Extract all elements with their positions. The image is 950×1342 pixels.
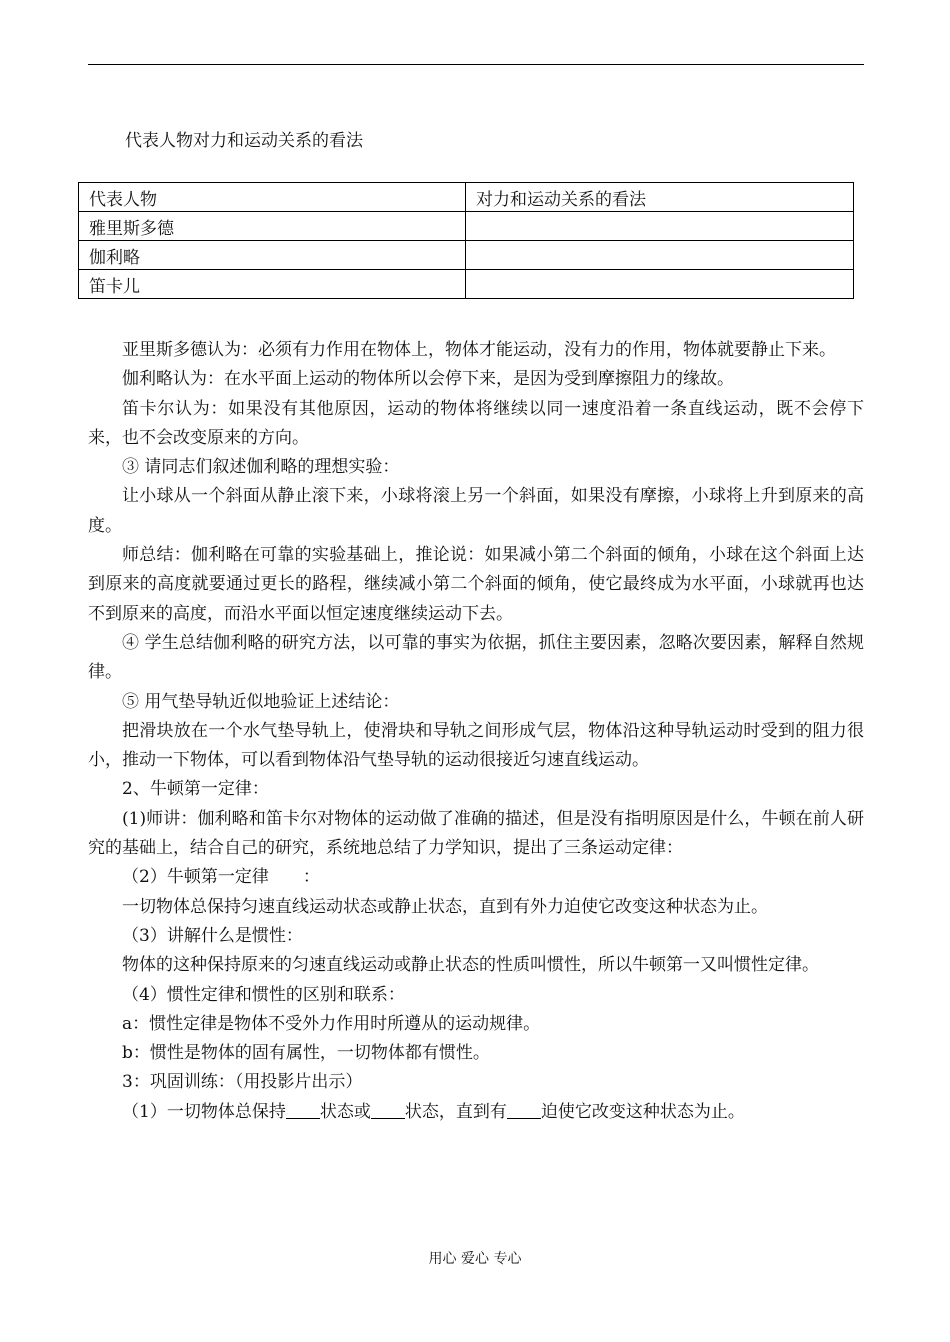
exercise-text: 状态或 [319,1101,371,1122]
body-text [88,336,864,1127]
paragraph: （4）惯性定律和惯性的区别和联系： [122,984,405,1005]
paragraph: （3）讲解什么是惯性： [122,925,303,946]
paragraph: a：惯性定律是物体不受外力作用时所遵从的运动规律。 [122,1013,541,1034]
table-cell [466,270,854,299]
table-cell [466,241,854,270]
paragraph: ④ 学生总结伽利略的研究方法，以可靠的事实为依据，抓住主要因素，忽略次要因素，解释自然规律。 [88,632,864,683]
paragraph: ⑤ 用气垫导轨近似地验证上述结论： [122,691,400,712]
table-row [79,241,854,270]
paragraph: 一切物体总保持匀速直线运动状态或静止状态，直到有外力迫使它改变这种状态为止。 [122,896,768,917]
table-header-cell: 代表人物 [79,183,466,212]
paragraph: 物体的这种保持原来的匀速直线运动或静止状态的性质叫惯性，所以牛顿第一又叫惯性定律。 [122,955,819,976]
paragraph: 伽利略认为：在水平面上运动的物体所以会停下来，是因为受到摩擦阻力的缘故。 [122,369,734,390]
exercise-text: （1）一切物体总保持 [122,1101,286,1122]
answer-blank [371,1101,405,1119]
paragraph: 把滑块放在一个水气垫导轨上，使滑块和导轨之间形成气层，物体沿这种导轨运动时受到的阻力很小，推动一下物体，可以看到物体沿气垫导轨的运动很接近匀速直线运动。 [88,720,864,771]
representatives-table [78,182,854,299]
paragraph: 笛卡尔认为：如果没有其他原因，运动的物体将继续以同一速度沿着一条直线运动，既不会停下来，也不会改变原来的方向。 [88,398,864,448]
exercise-text: 迫使它改变这种状态为止。 [540,1101,745,1122]
table-cell [466,212,854,241]
paragraph: 3：巩固训练：（用投影片出示） [122,1072,363,1093]
answer-blank [507,1101,541,1119]
paragraph: 让小球从一个斜面从静止滚下来，小球将滚上另一个斜面，如果没有摩擦，小球将上升到原来的高度。 [88,486,864,536]
paragraph: （2）牛顿第一定律 ： [122,867,320,888]
paragraph: ③ 请同志们叙述伽利略的理想实验： [122,457,400,478]
page-footer: 用心 爱心 专心 [428,1251,522,1267]
paragraph: 师总结：伽利略在可靠的实验基础上，推论说：如果减小第二个斜面的倾角，小球在这个斜面上达到原来的高度就要通过更长的路程，继续减小第二个斜面的倾角，使它最终成为水平面，小球就再也达不到原来的高度，而沿水平面以恒定速度继续运动下去。 [88,545,864,624]
paragraph: (1)师讲：伽利略和笛卡尔对物体的运动做了准确的描述，但是没有指明原因是什么，牛顿在前人研究的基础上，结合自己的研究，系统地总结了力学知识，提出了三条运动定律： [88,808,864,859]
header-rule [88,64,864,65]
paragraph: 亚里斯多德认为：必须有力作用在物体上，物体才能运动，没有力的作用，物体就要静止下来。 [122,340,836,360]
exercise-text: 状态，直到有 [404,1101,507,1122]
table-row [79,212,854,241]
paragraph: 2、牛顿第一定律： [122,779,269,800]
section-heading: 代表人物对力和运动关系的看法 [125,131,363,151]
exercise-item [88,1098,864,1127]
table-cell: 伽利略 [79,241,466,270]
answer-blank [286,1101,320,1119]
paragraph: b：惯性是物体的固有属性，一切物体都有惯性。 [122,1043,490,1064]
table-cell: 雅里斯多德 [79,212,466,241]
table-header-cell: 对力和运动关系的看法 [466,183,854,212]
table-header-row [79,183,854,212]
table-row [79,270,854,299]
table-cell: 笛卡儿 [79,270,466,299]
